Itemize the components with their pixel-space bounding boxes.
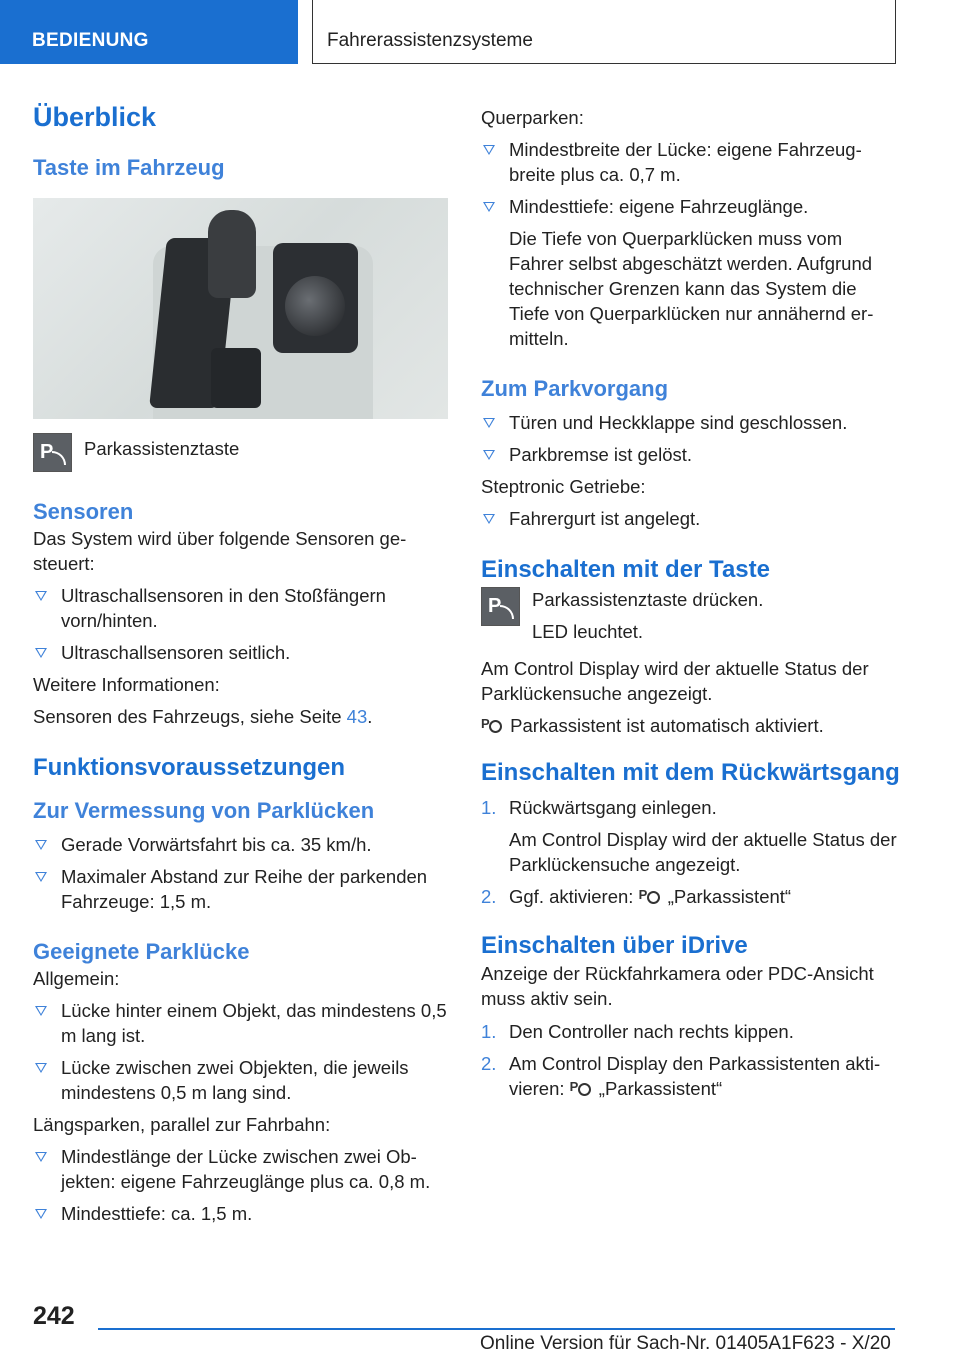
right-column (481, 105, 901, 1101)
page-number: 242 (33, 1302, 75, 1330)
online-version: Online Version für Sach-Nr. 01405A1F623 - X/20 (480, 1333, 891, 1354)
general-label: Allgemein: (33, 968, 120, 989)
list-item: Ultraschallsensoren in den Stoßfängern vorn/hinten. (33, 583, 451, 633)
triangle-bullet-icon (35, 872, 47, 882)
list-item: Gerade Vorwärtsfahrt bis ca. 35 km/h. (33, 832, 451, 857)
general-list (33, 998, 451, 1105)
park-assist-button-icon: P (33, 433, 72, 472)
depth-note: Die Tiefe von Querparklücken muss vom Fahrer selbst abgeschätzt werden. Aufgrund technischer Grenzen kann das System die Tiefe von Querparklücken nur annähernd ermitteln. (509, 228, 874, 349)
triangle-bullet-icon (35, 648, 47, 658)
triangle-bullet-icon (483, 418, 495, 428)
heading-idrive: Einschalten über iDrive (481, 932, 748, 959)
idrive-text: Anzeige der Rückfahrkamera oder PDC-Ansicht muss aktiv sein. (481, 963, 874, 1009)
page-link[interactable]: 43 (346, 706, 368, 727)
on-button-block (481, 587, 901, 644)
heading-measure: Zur Vermessung von Parklücken (33, 798, 375, 823)
triangle-bullet-icon (35, 1006, 47, 1016)
park-assist-steering-icon[interactable]: P (639, 884, 663, 906)
list-item: Fahrergurt ist angelegt. (481, 506, 901, 531)
led-text: LED leuchtet. (532, 621, 644, 642)
perpendicular-label: Querparken: (481, 107, 584, 128)
list-item: Mindesttiefe: eigene Fahrzeuglänge. Die Tiefe von Querparklücken muss vom Fahrer selbst abgeschätzt werden. Aufgrund technischer Grenzen kann das System die Tiefe von Querparklücken nur annähernd ermitteln. (481, 194, 901, 351)
center-console-photo (33, 198, 448, 419)
list-item: Mindesttiefe: ca. 1,5 m. (33, 1201, 451, 1226)
park-assist-steering-icon: P (481, 713, 505, 735)
caption-text: Parkassistenztaste (84, 438, 240, 459)
heading-button-in-vehicle: Taste im Fahrzeug (33, 155, 225, 180)
heading-overview: Überblick (33, 102, 157, 132)
heading-suitable-gap: Geeignete Parklücke (33, 939, 250, 964)
auto-active-note: P Parkassistent ist automatisch aktiviert. (481, 715, 824, 736)
triangle-bullet-icon (483, 202, 495, 212)
park-assist-button-icon: P (481, 587, 520, 626)
chapter-title: Fahrerassistenzsysteme (327, 30, 533, 51)
section-title: BEDIENUNG (32, 30, 149, 51)
list-item: Lücke zwischen zwei Objekten, die jeweils mindestens 0,5 m lang sind. (33, 1055, 451, 1105)
triangle-bullet-icon (35, 1209, 47, 1219)
triangle-bullet-icon (483, 450, 495, 460)
section-tab (0, 0, 298, 64)
footer-divider (98, 1328, 895, 1330)
list-item: 1. Rückwärtsgang einlegen. Am Control Display wird der aktuelle Status der Parklückensuche angezeigt. (481, 797, 897, 875)
park-assist-steering-icon[interactable]: P (570, 1076, 594, 1098)
perpendicular-list (481, 137, 901, 351)
sensors-intro: Das System wird über folgende Sensoren gesteuert: (33, 528, 407, 574)
heading-sensors: Sensoren (33, 499, 134, 524)
list-item: Lücke hinter einem Objekt, das mindestens 0,5 m lang ist. (33, 998, 451, 1048)
list-item: 2. Am Control Display den Parkassistenten aktivieren: P „Parkassistent“ (481, 1053, 881, 1099)
procedure-list (481, 410, 901, 467)
list-item: Maximaler Abstand zur Reihe der parkenden Fahrzeuge: 1,5 m. (33, 864, 451, 914)
steptronic-list (481, 506, 901, 531)
heading-requirements: Funktionsvoraussetzungen (33, 754, 346, 781)
list-item: Mindestbreite der Lücke: eigene Fahrzeugbreite plus ca. 0,7 m. (481, 137, 901, 187)
heading-reverse: Einschalten mit dem Rückwärtsgang (481, 759, 900, 786)
list-item: Türen und Heckklappe sind geschlossen. (481, 410, 901, 435)
triangle-bullet-icon (35, 591, 47, 601)
chapter-tab (312, 0, 896, 64)
list-item: Parkbremse ist gelöst. (481, 442, 901, 467)
on-button-text: Parkassistenztaste drücken. (532, 589, 764, 610)
parallel-list (33, 1144, 451, 1226)
list-item: Mindestlänge der Lücke zwischen zwei Objekten: eigene Fahrzeuglänge plus ca. 0,8 m. (33, 1144, 451, 1194)
more-info: Weitere Informationen: (33, 674, 220, 695)
status-text: Am Control Display wird der aktuelle Status der Parklückensuche angezeigt. (481, 658, 869, 704)
triangle-bullet-icon (35, 1152, 47, 1162)
triangle-bullet-icon (35, 1063, 47, 1073)
reverse-steps (481, 795, 901, 909)
sensors-reference: Sensoren des Fahrzeugs, siehe Seite 43. (33, 706, 373, 727)
idrive-steps (481, 1019, 901, 1101)
triangle-bullet-icon (35, 840, 47, 850)
triangle-bullet-icon (483, 145, 495, 155)
sensors-list (33, 583, 451, 665)
heading-on-button: Einschalten mit der Taste (481, 556, 770, 583)
left-column (33, 100, 451, 1226)
measure-list (33, 832, 451, 914)
heading-procedure: Zum Parkvorgang (481, 376, 669, 401)
button-caption (33, 433, 451, 472)
steptronic-label: Steptronic Getriebe: (481, 476, 646, 497)
parallel-label: Längsparken, parallel zur Fahrbahn: (33, 1114, 331, 1135)
list-item: 1. Den Controller nach rechts kippen. (481, 1021, 794, 1042)
list-item: 2. Ggf. aktivieren: P „Parkassistent“ (481, 886, 792, 907)
triangle-bullet-icon (483, 514, 495, 524)
list-item: Ultraschallsensoren seitlich. (33, 640, 451, 665)
